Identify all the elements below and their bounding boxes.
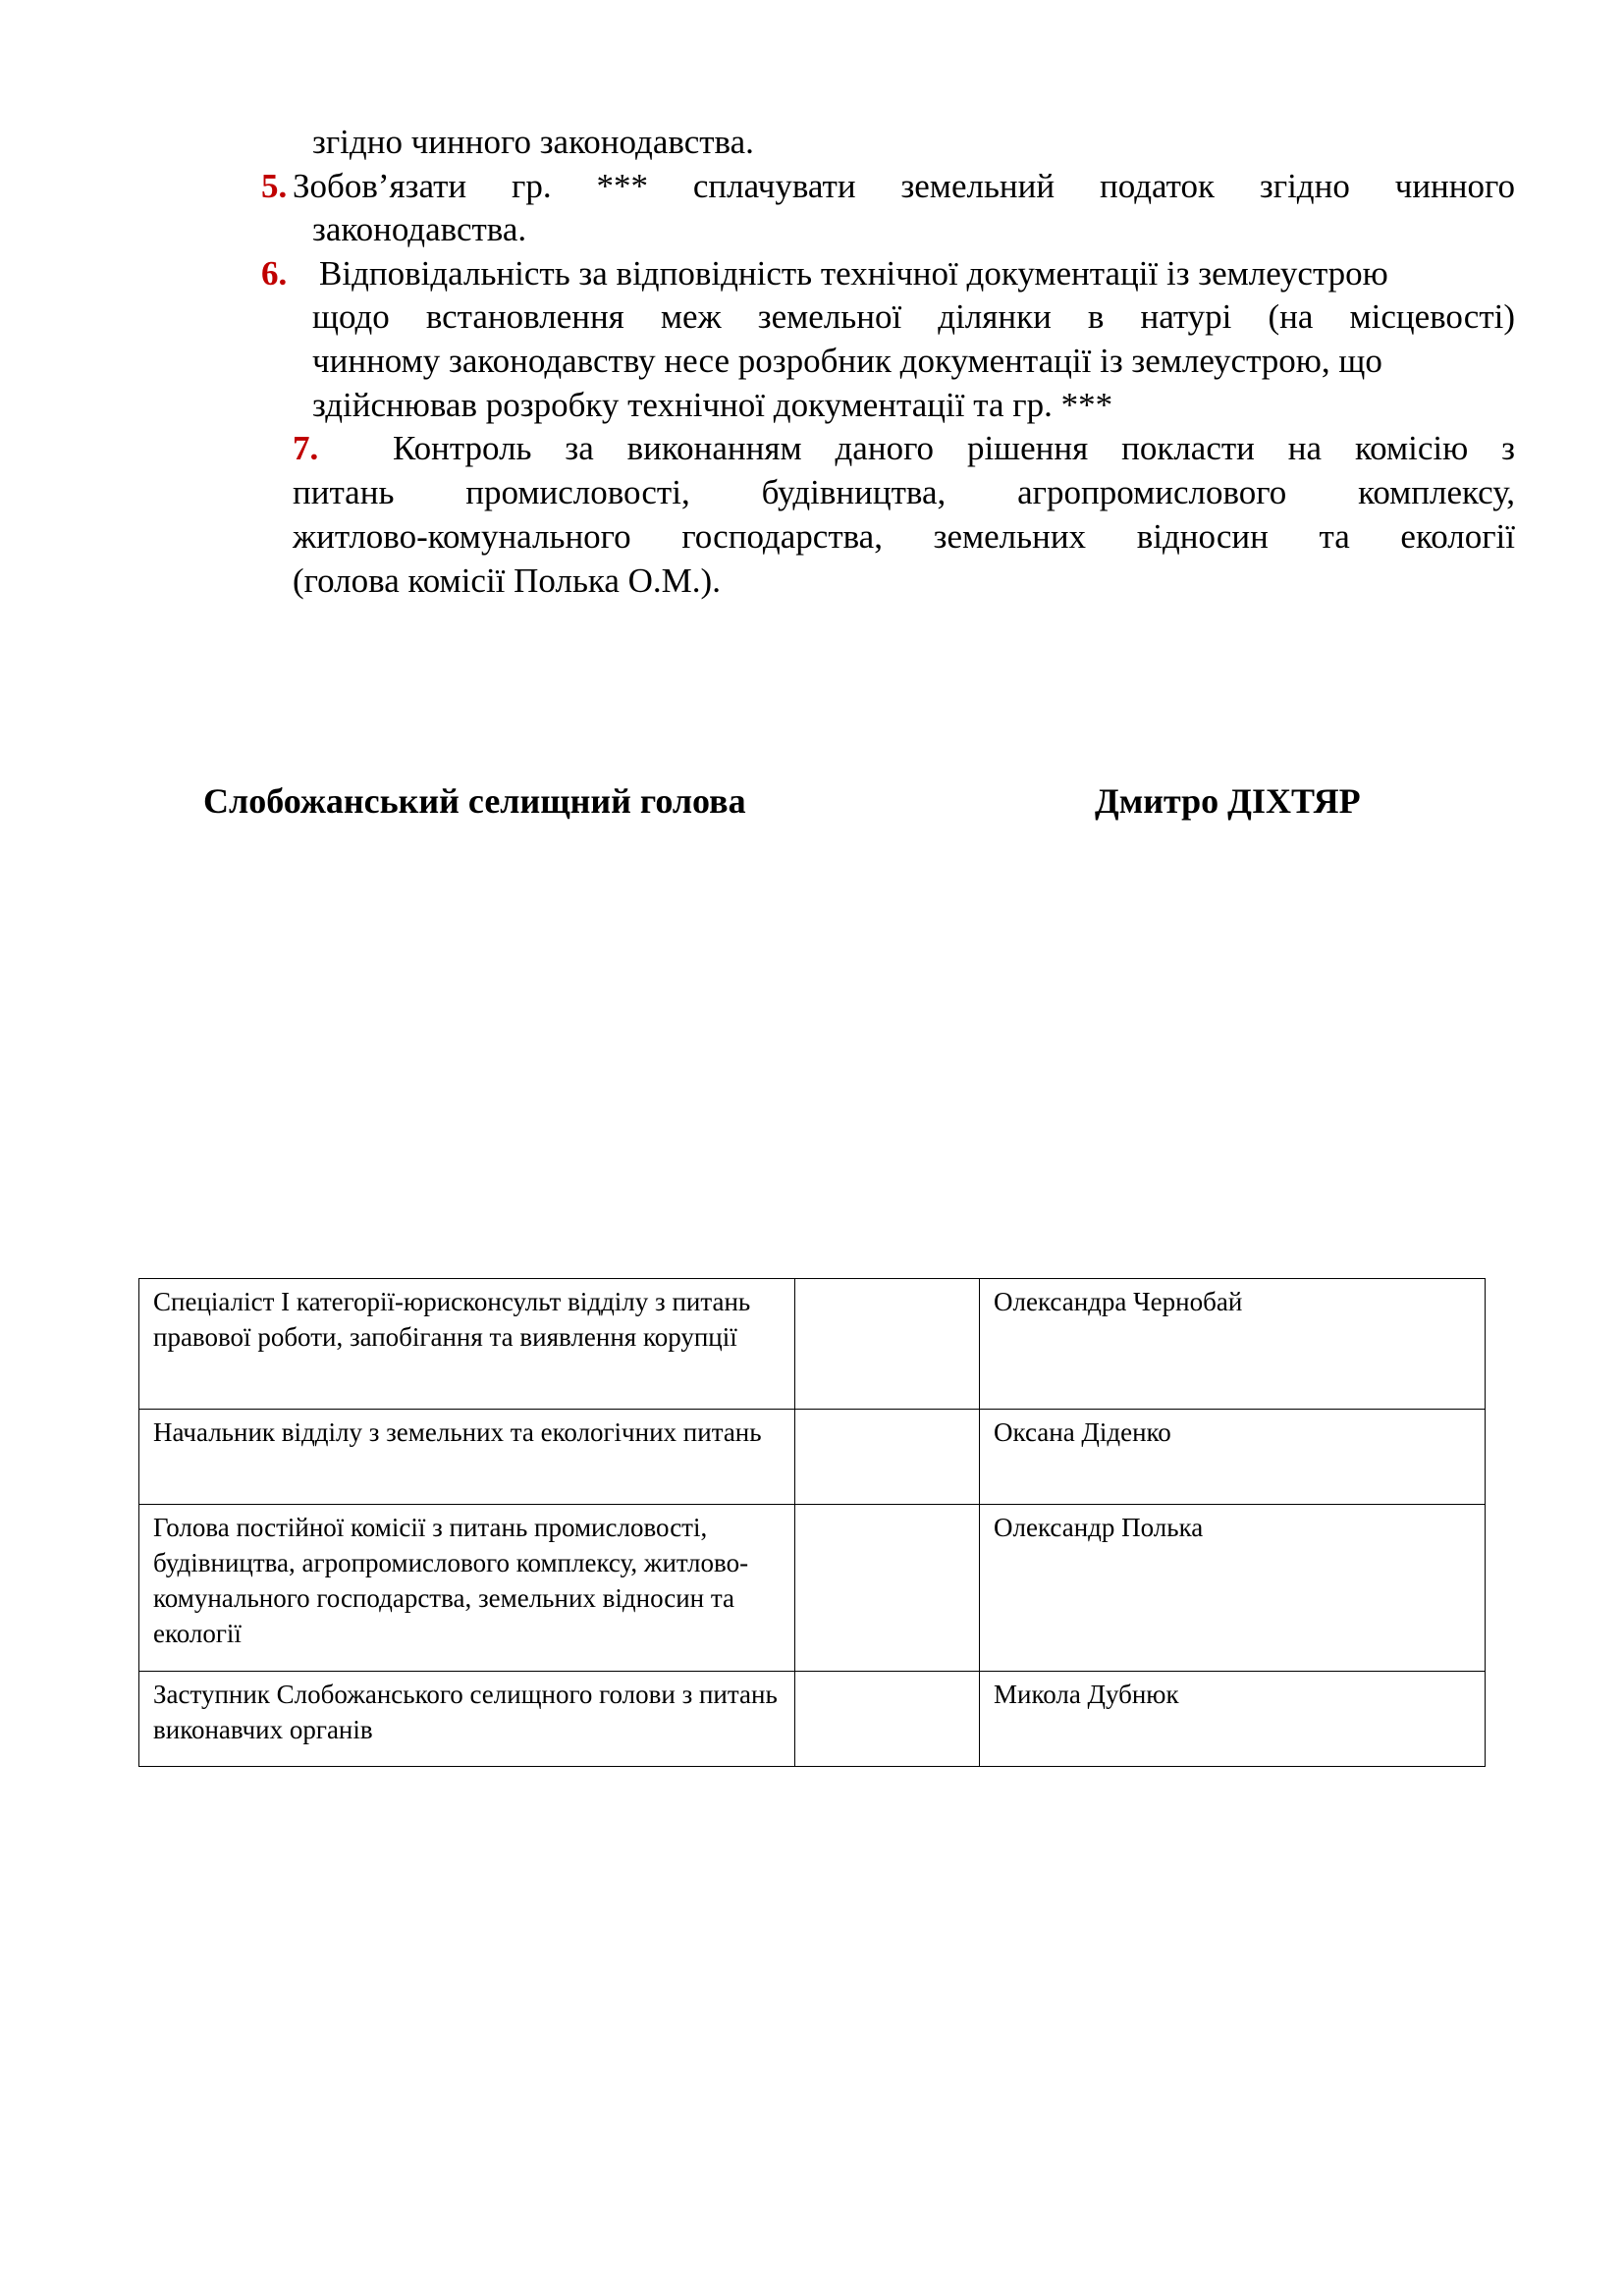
- approval-role: Голова постійної комісії з питань промисловості, будівництва, агропромислового комплексу, житлово-комунального господарства, земельних відносин та екології: [139, 1505, 795, 1672]
- item7-line2: питань промисловості, будівництва, агропромислового комплексу,: [293, 473, 1515, 511]
- approval-row: [139, 1672, 1486, 1767]
- item6-number: 6.: [261, 254, 288, 293]
- item6-line3: чинному законодавству несе розробник документації із землеустрою, що: [312, 342, 1382, 380]
- approval-role: Спеціаліст І категорії-юрисконсульт відділу з питань правової роботи, запобігання та виявлення корупції: [139, 1279, 795, 1410]
- approval-signature-cell: [795, 1410, 980, 1505]
- item6-line1: Відповідальність за відповідність технічної документації із землеустрою: [319, 254, 1388, 293]
- item7-line1: Контроль за виконанням даного рішення покласти на комісію з: [393, 429, 1515, 467]
- approval-row: [139, 1279, 1486, 1410]
- signature-name: Дмитро ДІХТЯР: [1095, 781, 1361, 821]
- item6-line2: щодо встановлення меж земельної ділянки в натурі (на місцевості): [312, 297, 1515, 336]
- item6-line4: здійснював розробку технічної документації та гр. ***: [312, 386, 1113, 424]
- signature-position: Слобожанський селищний голова: [203, 781, 746, 821]
- approval-role: Начальник відділу з земельних та екологічних питань: [139, 1410, 795, 1505]
- item7-line3: житлово-комунального господарства, земельних відносин та екології: [293, 517, 1515, 556]
- item5-number: 5.: [261, 167, 288, 205]
- item5-line1: Зобов’язати гр. *** сплачувати земельний податок згідно чинного: [293, 167, 1515, 205]
- approval-signature-cell: [795, 1505, 980, 1672]
- approvals-table: [138, 1278, 1486, 1767]
- item4-tail: згідно чинного законодавства.: [312, 123, 754, 161]
- approval-row: [139, 1410, 1486, 1505]
- item5-line2: законодавства.: [312, 210, 527, 248]
- approval-signature-cell: [795, 1672, 980, 1767]
- approval-name: Олександра Чернобай: [980, 1279, 1486, 1410]
- item7-number: 7.: [293, 429, 319, 467]
- approval-role: Заступник Слобожанського селищного голови з питань виконавчих органів: [139, 1672, 795, 1767]
- approval-signature-cell: [795, 1279, 980, 1410]
- approval-row: [139, 1505, 1486, 1672]
- approval-name: Микола Дубнюк: [980, 1672, 1486, 1767]
- approval-name: Олександр Полька: [980, 1505, 1486, 1672]
- approval-name: Оксана Діденко: [980, 1410, 1486, 1505]
- item7-line4: (голова комісії Полька О.М.).: [293, 561, 721, 600]
